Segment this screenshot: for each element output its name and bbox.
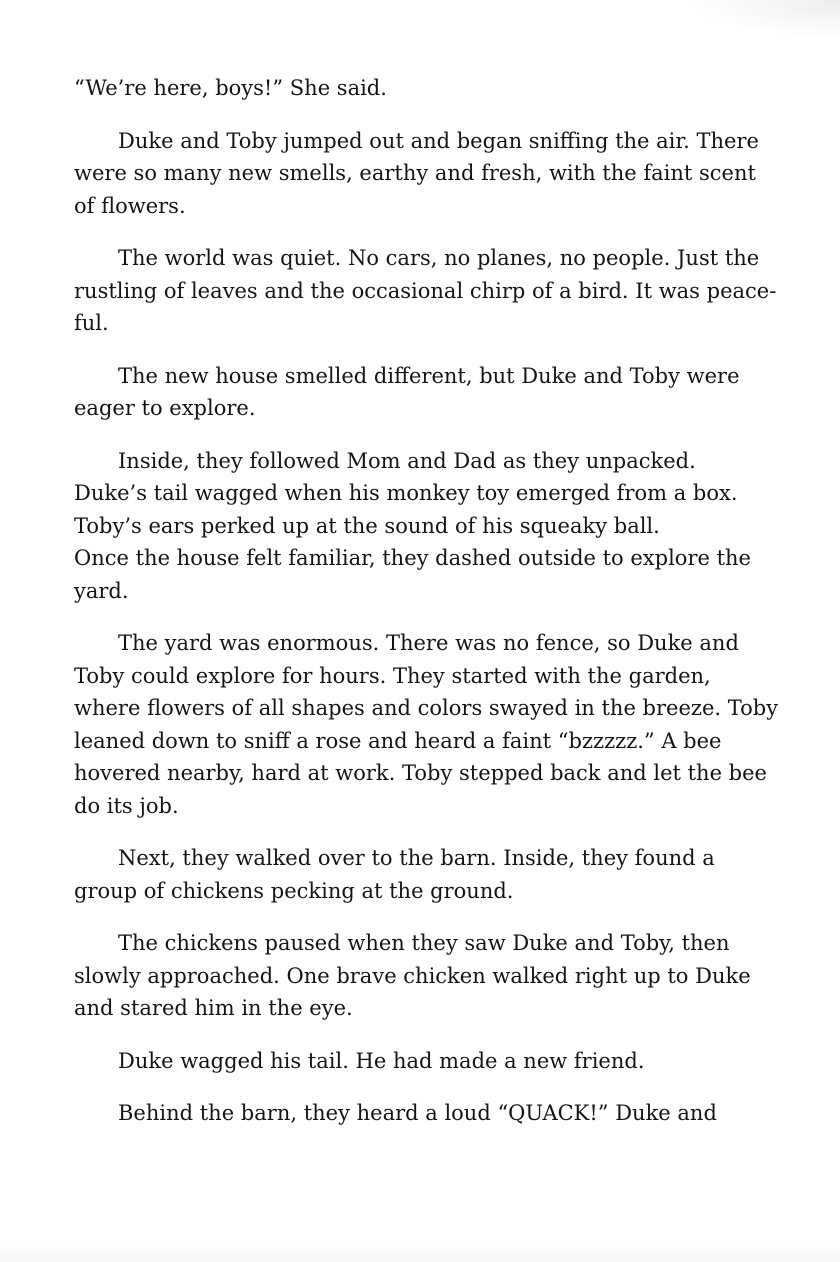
text-line: The yard was enormous. There was no fence, so Duke and <box>118 631 739 655</box>
text-line: Behind the barn, they heard a loud “QUACK!” Duke and <box>118 1101 717 1125</box>
text-line: The new house smelled different, but Duke and Toby were <box>118 363 740 388</box>
paragraph-6 <box>74 627 779 822</box>
text-line: Toby could explore for hours. They started with the garden, <box>74 663 711 688</box>
text-line: The world was quiet. No cars, no planes, no people. Just the <box>118 246 760 270</box>
text-line: The chickens paused when they saw Duke and Toby, then <box>118 931 730 955</box>
paragraph-9 <box>74 1045 774 1078</box>
text-line: do its job. <box>74 793 179 818</box>
paragraph-7 <box>74 842 774 907</box>
page-corner-shadow <box>680 0 840 40</box>
text-line: slowly approached. One brave chicken walked right up to Duke <box>74 963 751 988</box>
paragraph-3 <box>74 242 777 340</box>
text-line: “We’re here, boys!” She said. <box>74 76 387 100</box>
text-line: Duke and Toby jumped out and began sniffing the air. There <box>118 128 759 153</box>
paragraph-8 <box>74 927 774 1025</box>
text-line: Once the house felt familiar, they dashed outside to explore the <box>74 546 751 570</box>
text-line: eager to explore. <box>74 396 256 420</box>
text-line: Duke’s tail wagged when his monkey toy emerged from a box. <box>74 481 738 505</box>
text-line: hovered nearby, hard at work. Toby stepped back and let the bee <box>74 761 767 785</box>
text-line: Next, they walked over to the barn. Inside, they found a <box>118 846 715 870</box>
text-line: rustling of leaves and the occasional chirp of a bird. It was peace- <box>74 278 777 303</box>
page-bottom-shadow <box>0 1238 840 1262</box>
text-line: where flowers of all shapes and colors swayed in the breeze. Toby <box>74 696 779 720</box>
paragraph-5 <box>74 445 774 608</box>
text-line: Inside, they followed Mom and Dad as they unpacked. <box>118 448 696 473</box>
paragraph-2 <box>74 125 774 223</box>
paragraph-1 <box>74 72 774 105</box>
text-line: yard. <box>74 578 129 603</box>
text-line: leaned down to sniff a rose and heard a faint “bzzzzz.” A bee <box>74 728 722 753</box>
paragraph-10 <box>74 1097 774 1130</box>
text-line: of flowers. <box>74 193 186 218</box>
story-text <box>74 72 779 1130</box>
text-line: Toby’s ears perked up at the sound of his squeaky ball. <box>74 513 660 538</box>
paragraph-4 <box>74 360 774 425</box>
text-line: group of chickens pecking at the ground. <box>74 878 514 903</box>
text-line: Duke wagged his tail. He had made a new friend. <box>118 1048 645 1073</box>
text-line: were so many new smells, earthy and fresh, with the faint scent <box>74 161 756 185</box>
text-line: ful. <box>74 311 109 335</box>
text-line: and stared him in the eye. <box>74 996 353 1020</box>
